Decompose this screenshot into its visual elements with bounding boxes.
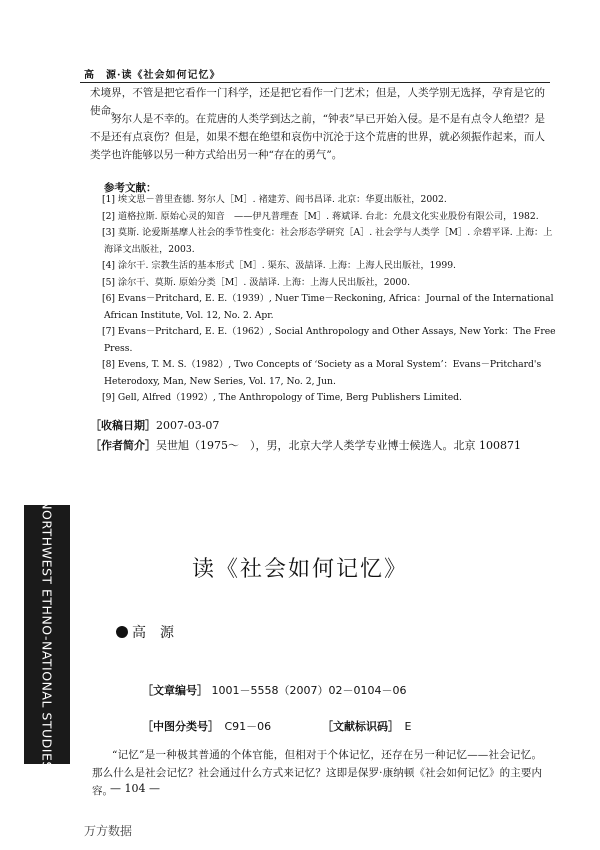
running-header: 高 源·读《社会如何记忆》 bbox=[84, 70, 221, 81]
reference-item: [3] 莫斯. 论爱斯基摩人社会的季节性变化：社会形态学研究［A］. 社会学与人类学［M］. 佘碧平译. 上海：上海译文出版社，2003. bbox=[102, 227, 553, 255]
bullet-icon bbox=[116, 626, 128, 638]
reference-item: [2] 道格拉斯. 原始心灵的知音 ——伊凡普理查［M］. 蒋斌译. 台北：允晨文化实业股份有限公司，1982. bbox=[102, 210, 539, 222]
paragraph-continuation: 术境界，不管是把它看作一门科学，还是把它看作一门艺术；但是，人类学别无选择，孕育是它的使命。 bbox=[90, 87, 545, 117]
journal-name: NORTHWEST ETHNO-NATIONAL STUDIES bbox=[39, 499, 55, 770]
references-list bbox=[90, 192, 556, 407]
reference-item: [9] Gell, Alfred（1992）, The Anthropology of Time, Berg Publishers Limited. bbox=[102, 392, 462, 403]
reference-item: [6] Evans－Pritchard, E. E.（1939）, Nuer Time－Reckoning, Africa：Journal of the International African Institute, Vol. 12, No. 2. Apr. bbox=[102, 293, 554, 321]
reference-item: [1] 埃文思－普里查德. 努尔人［M］. 褚建芳、阎书昌译. 北京：华夏出版社，2002. bbox=[102, 194, 447, 205]
author-name: 高 源 bbox=[132, 625, 174, 641]
received-date: ［收稿日期］2007-03-07 bbox=[90, 419, 220, 432]
author bbox=[116, 622, 174, 642]
article-title: 读《社会如何记忆》 bbox=[191, 557, 408, 582]
article-meta bbox=[90, 416, 521, 456]
author-bio: ［作者简介］吴世旭（1975～ ），男，北京大学人类学专业博士候选人。北京 100871 bbox=[90, 439, 521, 452]
reference-item: [8] Evens, T. M. S.（1982）, Two Concepts of ‘Society as a Moral System’：Evans－Pritchard's Heterodoxy, Man, New Series, Vol. 17, No. 2, Jun. bbox=[102, 359, 542, 387]
intro-paragraph: “记忆”是一种极其普通的个体官能，但相对于个体记忆，还存在另一种记忆——社会记忆。那么什么是社会记忆？社会通过什么方式来记忆？这即是保罗·康纳顿《社会如何记忆》的主要内容。 bbox=[92, 749, 542, 797]
page-number: — 104 — bbox=[110, 782, 160, 795]
reference-item: [4] 涂尔干. 宗教生活的基本形式［M］. 渠东、汲喆译. 上海：上海人民出版社，1999. bbox=[102, 260, 456, 271]
paragraph-nuer: 努尔人是不幸的。在荒唐的人类学到达之前，“钟表”早已开始入侵。是不是有点令人绝望？是不是还有点哀伤？但是，如果不想在绝望和哀伤中沉沦于这个荒唐的世界，就必须振作起来，而人类学也许能够以另一种方式给出另一种“存在的勇气”。 bbox=[90, 113, 545, 161]
reference-item: [7] Evans－Pritchard, E. E.（1962）, Social Anthropology and Other Assays, New York：The Free Press. bbox=[102, 326, 556, 354]
classification-number: ［中图分类号］ C91－06 bbox=[142, 720, 272, 733]
document-code: ［文献标识码］ E bbox=[322, 720, 412, 733]
article-number: ［文章编号］ 1001－5558（2007）02－0104－06 bbox=[142, 684, 407, 697]
watermark: 万方数据 bbox=[84, 824, 133, 838]
journal-sidebar bbox=[24, 499, 70, 770]
references-title: 参考文献： bbox=[104, 182, 157, 194]
reference-item: [5] 涂尔干、莫斯. 原始分类［M］. 汲喆译. 上海：上海人民出版社，2000. bbox=[102, 276, 411, 288]
